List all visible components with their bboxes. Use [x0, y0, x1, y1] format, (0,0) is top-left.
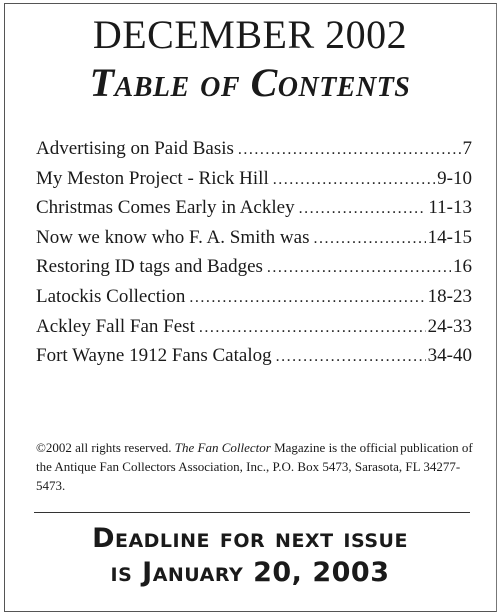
toc-entry-title: My Meston Project - Rick Hill: [36, 167, 269, 189]
toc-entry-page: 16: [453, 256, 472, 278]
publication-name: The Fan Collector: [174, 440, 271, 455]
toc-entry: [36, 227, 472, 257]
dot-leader: [273, 171, 435, 189]
toc-entry-title: Ackley Fall Fan Fest: [36, 315, 195, 337]
toc-entry: [36, 286, 472, 316]
copyright-prefix: ©2002 all rights reserved.: [36, 440, 175, 455]
dot-leader: [267, 259, 451, 277]
toc-entry-page: 24-33: [427, 315, 472, 337]
divider: [34, 512, 470, 513]
deadline-notice: [0, 522, 500, 590]
toc-entry: [36, 256, 472, 286]
dot-leader: [189, 289, 425, 307]
toc-entry-title: Latockis Collection: [36, 285, 186, 307]
toc-entry: [36, 138, 472, 168]
toc-entry-page: 18-23: [427, 285, 472, 307]
toc-entry: [36, 345, 472, 375]
toc-entry-page: 14-15: [427, 226, 472, 248]
issue-date-heading: DECEMBER 2002: [92, 12, 408, 57]
copyright-notice: [36, 438, 476, 495]
table-of-contents: [36, 138, 472, 375]
toc-entry-title: Fort Wayne 1912 Fans Catalog: [36, 345, 272, 367]
toc-entry-page: 9-10: [437, 167, 472, 189]
dot-leader: [199, 319, 426, 337]
toc-entry: [36, 316, 472, 346]
toc-entry: [36, 197, 472, 227]
toc-entry-page: 11-13: [428, 197, 472, 219]
copyright-suffix: Magazine is the official publication of the Antique Fan Collectors Association, Inc., P.O. Box 5473, Sarasota, FL 34277-5473.: [36, 440, 473, 493]
toc-entry-page: 34-40: [427, 345, 472, 367]
dot-leader: [313, 230, 425, 248]
toc-entry-title: Now we know who F. A. Smith was: [36, 226, 310, 248]
toc-entry-page: 7: [462, 138, 472, 159]
deadline-line-2: is January 20, 2003: [110, 557, 390, 588]
toc-entry-title: Christmas Comes Early in Ackley: [36, 197, 295, 219]
dot-leader: [238, 141, 461, 159]
dot-leader: [276, 348, 426, 366]
toc-entry-title: Restoring ID tags and Badges: [36, 256, 263, 278]
contents-title: Table of Contents: [89, 60, 411, 105]
toc-entry-title: Advertising on Paid Basis: [36, 138, 234, 159]
toc-entry: [36, 168, 472, 198]
dot-leader: [299, 200, 427, 218]
deadline-line-1: Deadline for next issue: [92, 523, 408, 554]
